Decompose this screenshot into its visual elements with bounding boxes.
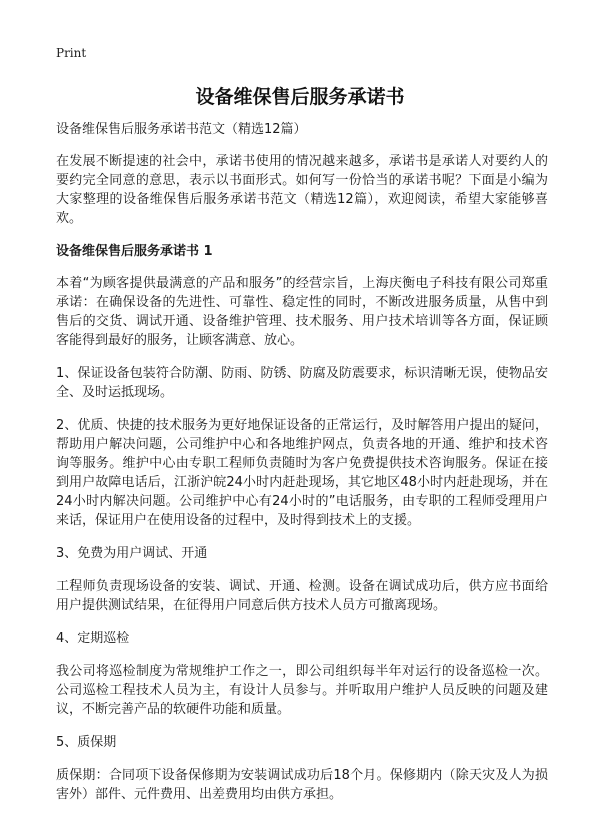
section-intro-paragraph: 本着“为顾客提供最满意的产品和服务”的经营宗旨，上海庆衡电子科技有限公司郑重承诺：在确保设备的先进性、可靠性、稳定性的同时，不断改进服务质量，从售中到售后的交货、调试开通、设备维护管理、技术服务、用户技术培训等各方面，保证顾客能得到最好的服务，让顾客满意、放心。 <box>56 276 548 348</box>
item-1-paragraph: 1、保证设备包装符合防潮、防雨、防锈、防腐及防震要求，标识清晰无误，使物品安全、及时运抵现场。 <box>56 366 548 400</box>
item-3-paragraph: 工程师负责现场设备的安装、调试、开通、检测。设备在调试成功后，供方应书面给用户提供测试结果，在征得用户同意后供方技术人员方可撤离现场。 <box>56 579 548 613</box>
item-4-paragraph: 我公司将巡检制度为常规维护工作之一，即公司组织每半年对运行的设备巡检一次。公司巡检工程技术人员为主，有设计人员参与。并听取用户维护人员反映的问题及建议，不断完善产品的软硬件功能和质量。 <box>56 664 548 717</box>
item-5-title: 5、质保期 <box>56 735 117 750</box>
item-4-title: 4、定期巡检 <box>56 631 130 646</box>
item-2-paragraph: 2、优质、快捷的技术服务为更好地保证设备的正常运行，及时解答用户提出的疑问，帮助用户解决问题，公司维护中心和各地维护网点，负责各地的开通、维护和技术咨询等服务。维护中心由专职工程师负责随时为客户免费提供技术咨询服务。保证在接到用户故障电话后，江浙沪皖24小时内赶赴现场，其它地区48小时内赶赴现场，并在24小时内解决问题。公司维护中心有24小时的”电话服务，由专职的工程师受理用户来话，保证用户在使用设备的过程中，及时得到技术上的支援。 <box>56 418 548 528</box>
document-title: 设备维保售后服务承诺书 <box>195 86 405 108</box>
print-label: Print <box>56 46 87 60</box>
document-subtitle: 设备维保售后服务承诺书范文（精选12篇） <box>56 122 307 137</box>
intro-paragraph: 在发展不断提速的社会中，承诺书使用的情况越来越多，承诺书是承诺人对要约人的要约完全同意的意思，表示以书面形式。如何写一份恰当的承诺书呢？下面是小编为大家整理的设备维保售后服务承诺书范文（精选12篇），欢迎阅读，希望大家能够喜欢。 <box>56 154 548 226</box>
item-5-paragraph: 质保期：合同项下设备保修期为安装调试成功后18个月。保修期内（除天灾及人为损害外）部件、元件费用、出差费用均由供方承担。 <box>56 768 548 802</box>
document-body <box>56 120 548 818</box>
item-3-title: 3、免费为用户调试、开通 <box>56 546 208 561</box>
section-heading: 设备维保售后服务承诺书 1 <box>56 244 213 259</box>
